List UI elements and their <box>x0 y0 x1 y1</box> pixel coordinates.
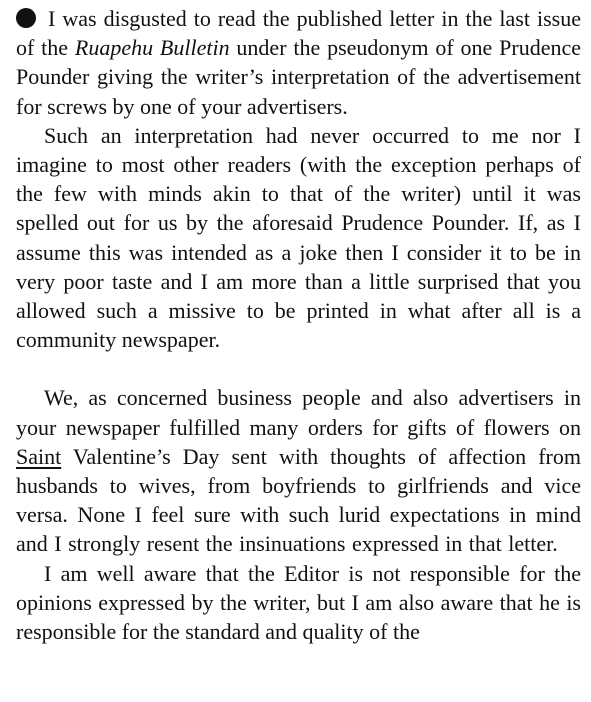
letter-paragraph-2: Such an interpretation had never occurred to me nor I imagine to most other readers (with the exception perhaps of the few with minds akin to that of the writer) until it was spelled out for us by the aforesaid Prudence Pounder. If, as I assume this was intended as a joke then I consider it to be in very poor taste and I am more than a little surprised that you allowed such a missive to be printed in what after all is a community newspaper. <box>16 122 581 353</box>
paragraph-3-text-end: Valentine’s Day sent with thoughts of affection from husbands to wives, from boyfriends to girlfriends and vice versa. None I feel sure with such lurid expectations in mind and I strongly resent the insinuations expressed in that letter. <box>16 443 581 557</box>
letter-column <box>16 4 581 646</box>
letter-paragraph-1 <box>16 4 581 121</box>
letter-paragraph-4: I am well aware that the Editor is not responsible for the opinions expressed by the writer, but I am also aware that he is responsible for the standard and quality of the <box>16 560 581 645</box>
paragraph-1-text-end: under the pseudonym of one Prudence Pounder giving the writer’s interpretation of the advertisement for screws by one of your advertisers. <box>16 35 581 119</box>
underlined-word: Saint <box>16 443 62 469</box>
bullet-icon <box>16 8 36 28</box>
paragraph-1-text-start: I was disgusted to read the published letter in the last issue of the <box>16 6 581 61</box>
paragraph-3-text-start: We, as concerned business people and also advertisers in your newspaper fulfilled many orders for gifts of flowers on <box>16 385 581 440</box>
letter-paragraph-3 <box>16 383 581 558</box>
publication-name: Ruapehu Bulletin <box>74 35 230 61</box>
